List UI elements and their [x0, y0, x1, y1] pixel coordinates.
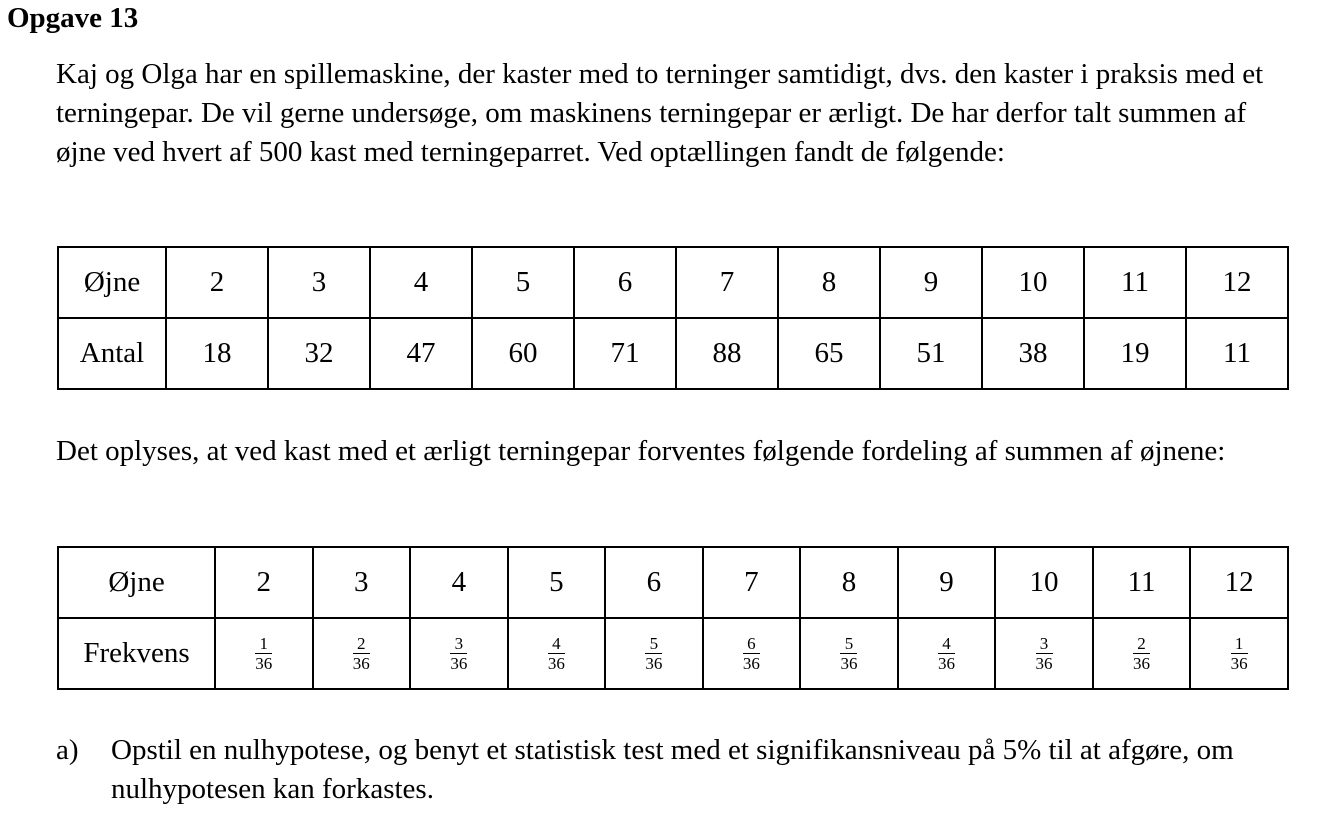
eyes-cell: 11: [1093, 547, 1191, 618]
fraction-numerator: 5: [840, 635, 857, 654]
fraction: [645, 635, 662, 672]
fraction-denominator: 36: [1230, 654, 1248, 673]
fraction-numerator: 3: [1036, 635, 1053, 654]
fraction-denominator: 36: [1035, 654, 1053, 673]
row-label-eyes: Øjne: [58, 247, 166, 318]
eyes-cell: 2: [166, 247, 268, 318]
eyes-cell: 12: [1190, 547, 1288, 618]
count-cell: 88: [676, 318, 778, 389]
fraction-denominator: 36: [450, 654, 468, 673]
eyes-cell: 4: [410, 547, 508, 618]
eyes-cell: 9: [898, 547, 996, 618]
count-cell: 71: [574, 318, 676, 389]
eyes-cell: 7: [676, 247, 778, 318]
fraction: [1231, 635, 1248, 672]
observed-counts-table: [57, 246, 1289, 390]
fraction-numerator: 1: [255, 635, 272, 654]
frequency-cell: [215, 618, 313, 689]
fraction-numerator: 6: [743, 635, 760, 654]
frequency-cell: [995, 618, 1093, 689]
fraction-denominator: 36: [547, 654, 565, 673]
question-text: Opstil en nulhypotese, og benyt et statistisk test med et signifikansniveau på 5% til at afgøre, om nulhypotesen kan forkastes.: [111, 734, 1234, 805]
eyes-cell: 7: [703, 547, 801, 618]
fraction: [353, 635, 370, 672]
question-label: a): [56, 734, 79, 766]
fraction-denominator: 36: [645, 654, 663, 673]
fraction: [548, 635, 565, 672]
fraction: [1133, 635, 1150, 672]
question-a: [56, 731, 1286, 809]
fraction: [450, 635, 467, 672]
eyes-cell: 10: [995, 547, 1093, 618]
eyes-cell: 6: [605, 547, 703, 618]
eyes-cell: 11: [1084, 247, 1186, 318]
count-cell: 11: [1186, 318, 1288, 389]
frequency-cell: [800, 618, 898, 689]
count-cell: 51: [880, 318, 982, 389]
eyes-cell: 4: [370, 247, 472, 318]
eyes-cell: 9: [880, 247, 982, 318]
frequency-cell: [1093, 618, 1191, 689]
eyes-cell: 3: [268, 247, 370, 318]
row-label-count: Antal: [58, 318, 166, 389]
fraction-numerator: 2: [1133, 635, 1150, 654]
fraction: [1036, 635, 1053, 672]
fraction-numerator: 4: [938, 635, 955, 654]
exercise-heading: Opgave 13: [7, 2, 139, 34]
eyes-cell: 8: [778, 247, 880, 318]
fraction: [938, 635, 955, 672]
frequency-cell: [410, 618, 508, 689]
count-cell: 19: [1084, 318, 1186, 389]
eyes-row: [58, 247, 1288, 318]
fraction-denominator: 36: [840, 654, 858, 673]
fraction-numerator: 3: [450, 635, 467, 654]
expected-distribution-paragraph: Det oplyses, at ved kast med et ærligt terningepar forventes følgende fordeling af summen af øjnene:: [56, 435, 1226, 467]
frequency-cell: [313, 618, 411, 689]
count-cell: 47: [370, 318, 472, 389]
fraction-numerator: 1: [1231, 635, 1248, 654]
frequency-cell: [1190, 618, 1288, 689]
fraction-numerator: 2: [353, 635, 370, 654]
eyes-cell: 10: [982, 247, 1084, 318]
count-cell: 38: [982, 318, 1084, 389]
eyes-cell: 2: [215, 547, 313, 618]
count-cell: 32: [268, 318, 370, 389]
frequency-row: [58, 618, 1288, 689]
eyes-cell: 3: [313, 547, 411, 618]
fraction: [255, 635, 272, 672]
fraction-denominator: 36: [1133, 654, 1151, 673]
fraction-denominator: 36: [352, 654, 370, 673]
fraction-numerator: 4: [548, 635, 565, 654]
frequency-cell: [703, 618, 801, 689]
fraction-denominator: 36: [937, 654, 955, 673]
fraction-denominator: 36: [255, 654, 273, 673]
eyes-cell: 8: [800, 547, 898, 618]
fraction-numerator: 5: [645, 635, 662, 654]
count-cell: 60: [472, 318, 574, 389]
fraction-denominator: 36: [742, 654, 760, 673]
eyes-cell: 12: [1186, 247, 1288, 318]
fraction: [743, 635, 760, 672]
count-cell: 18: [166, 318, 268, 389]
frequency-cell: [605, 618, 703, 689]
eyes-cell: 5: [508, 547, 606, 618]
row-label-frequency: Frekvens: [58, 618, 215, 689]
count-cell: 65: [778, 318, 880, 389]
counts-row: [58, 318, 1288, 389]
row-label-eyes: Øjne: [58, 547, 215, 618]
eyes-cell: 5: [472, 247, 574, 318]
intro-paragraph: Kaj og Olga har en spillemaskine, der kaster med to terninger samtidigt, dvs. den kaster i praksis med et terningepar. De vil gerne undersøge, om maskinens terningepar er ærligt. De har derfor talt summen af øjne ved hvert af 500 kast med terningeparret. Ved optællingen fandt de følgende:: [56, 58, 1264, 168]
frequency-cell: [898, 618, 996, 689]
expected-frequency-table: [57, 546, 1289, 690]
eyes-cell: 6: [574, 247, 676, 318]
fraction: [840, 635, 857, 672]
eyes-row: [58, 547, 1288, 618]
frequency-cell: [508, 618, 606, 689]
